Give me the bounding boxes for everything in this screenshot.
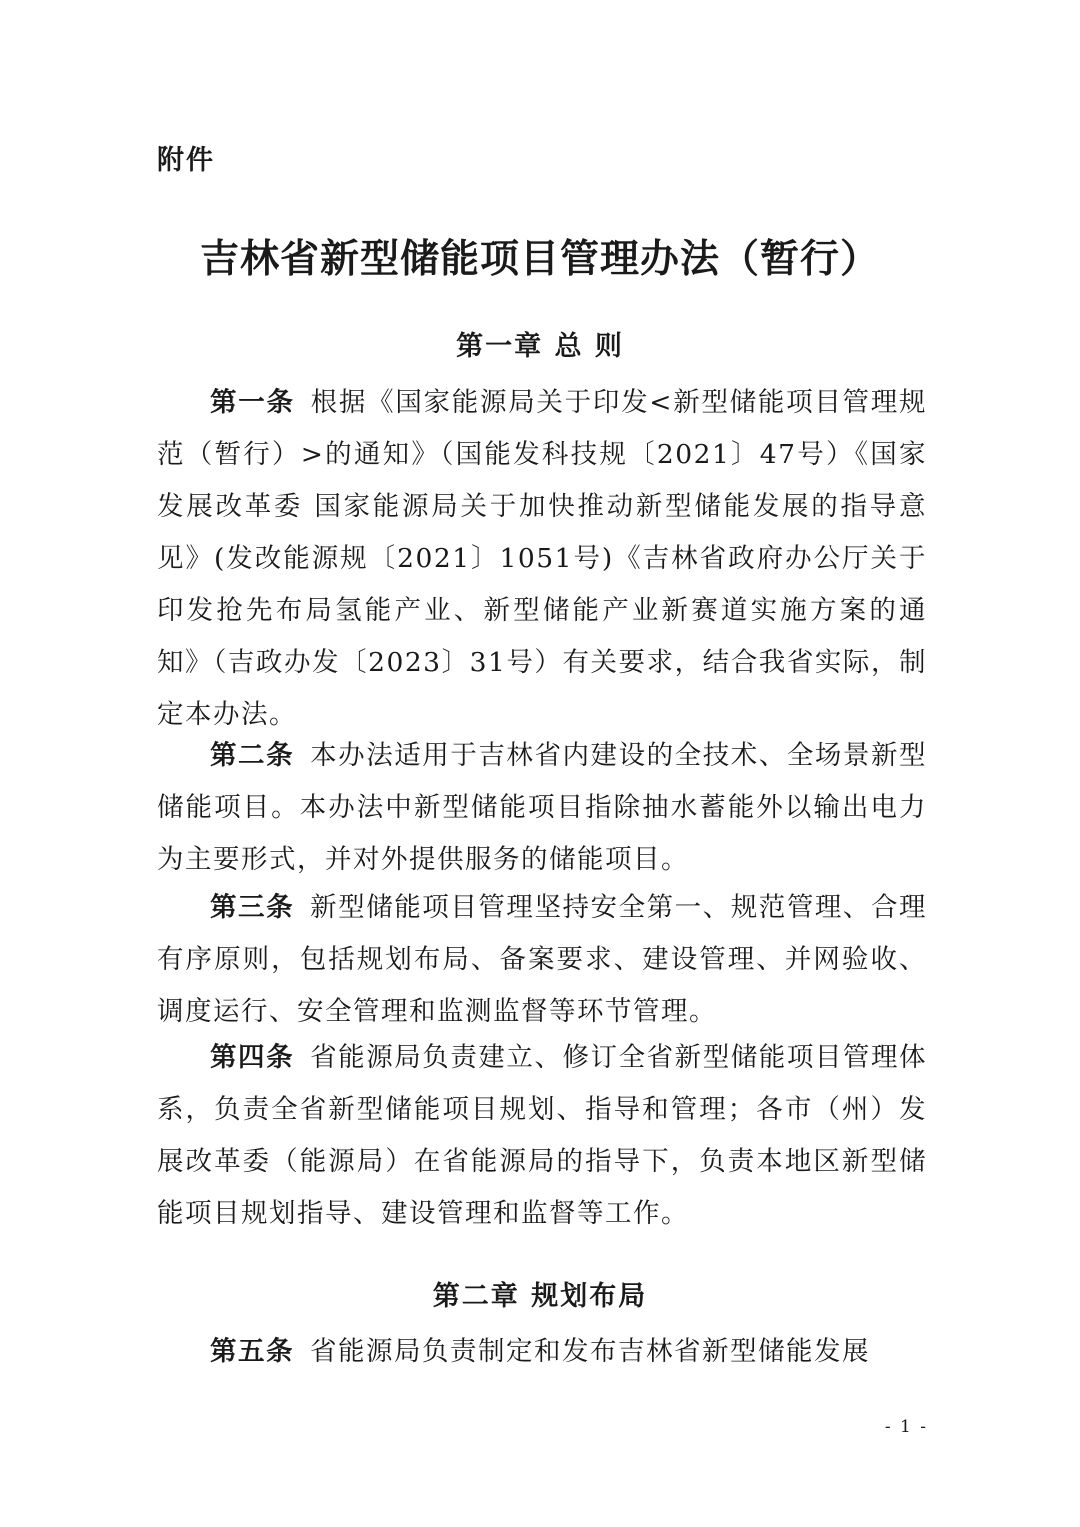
article-text: 本办法适用于吉林省内建设的全技术、全场景新型储能项目。本办法中新型储能项目指除抽水蓄能外以输出电力为主要形式，并对外提供服务的储能项目。	[157, 740, 927, 875]
article-paragraph	[157, 1032, 927, 1240]
article-number: 第四条	[210, 1042, 295, 1073]
article-number: 第五条	[210, 1336, 294, 1367]
article-paragraph	[157, 377, 927, 741]
article-text: 新型储能项目管理坚持安全第一、规范管理、合理有序原则，包括规划布局、备案要求、建设管理、并网验收、调度运行、安全管理和监测监督等环节管理。	[157, 892, 927, 1027]
article-paragraph	[157, 1326, 927, 1378]
document-title: 吉林省新型储能项目管理办法（暂行）	[199, 237, 880, 282]
page-number: - 1 -	[884, 1417, 928, 1437]
chapter-heading: 第一章 总 则	[456, 331, 624, 362]
article-number: 第一条	[210, 387, 295, 418]
attachment-label: 附件	[157, 145, 215, 176]
article-number: 第三条	[210, 892, 295, 923]
article-paragraph	[157, 730, 927, 886]
article-text: 省能源局负责制定和发布吉林省新型储能发展	[310, 1336, 870, 1367]
article-text: 根据《国家能源局关于印发<新型储能项目管理规范（暂行）>的通知》（国能发科技规〔2021〕47号）《国家发展改革委 国家能源局关于加快推动新型储能发展的指导意见》(发改能源规〔2021〕1051号)《吉林省政府办公厅关于印发抢先布局氢能产业、新型储能产业新赛道实施方案的通知》（吉政办发〔2023〕31号）有关要求，结合我省实际，制定本办法。	[157, 387, 927, 730]
article-number: 第二条	[210, 740, 295, 771]
article-paragraph	[157, 882, 927, 1038]
chapter-heading: 第二章 规划布局	[432, 1281, 648, 1312]
article-text: 省能源局负责建立、修订全省新型储能项目管理体系，负责全省新型储能项目规划、指导和管理；各市（州）发展改革委（能源局）在省能源局的指导下，负责本地区新型储能项目规划指导、建设管理和监督等工作。	[157, 1042, 927, 1229]
